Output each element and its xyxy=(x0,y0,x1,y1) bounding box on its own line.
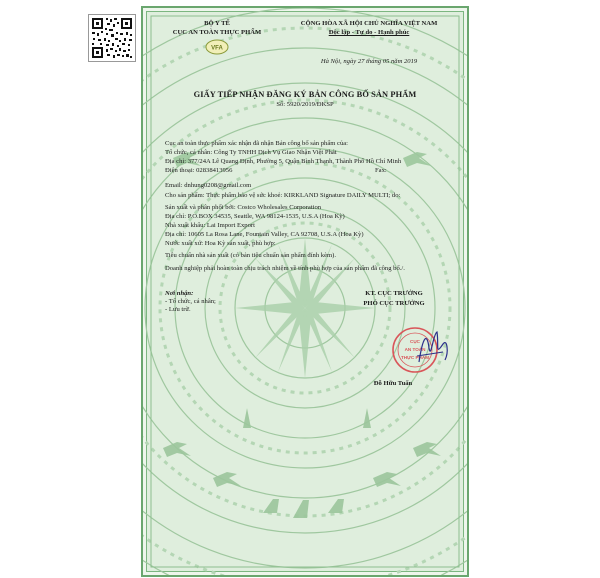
stamp-text: THỰC PHẨM xyxy=(400,355,430,360)
exporter-line: Nhà xuất khẩu: Lai Import Export xyxy=(165,222,255,229)
recipients-label: Nơi nhận: xyxy=(165,290,194,297)
organization-line: Tổ chức, cá nhân: Công Ty TNHH Dịch Vụ Giao Nhận Việt Phát xyxy=(165,149,337,156)
exporter-address: Địa chỉ: 10605 La Rosa Lane, Fountain Valley, CA 92708, U.S.A (Hoa Kỳ) xyxy=(165,231,364,238)
fax-line: Fax: xyxy=(375,167,387,174)
organization-address: Địa chỉ: 377/24A Lê Quang Định, Phường 5, Quận Bình Thạnh, Thành Phố Hồ Chí Minh xyxy=(165,158,402,165)
phone-line: Điện thoại: 02838413956 xyxy=(165,167,233,174)
email-line: Email: dnhung0208@gmail.com xyxy=(165,182,252,189)
recipient-item: - Tổ chức, cá nhân; xyxy=(165,298,216,305)
ministry-name: BỘ Y TẾ xyxy=(204,20,230,27)
national-motto: Độc lập - Tự do - Hạnh phúc xyxy=(328,29,410,36)
product-line: Cho sản phẩm: Thực phẩm bảo vệ sức khoẻ: KIRKLAND Signature DAILY MULTI; do: xyxy=(165,192,401,199)
responsibility-line: Doanh nghiệp phải hoàn toàn chịu trách nhiệm về tính phù hợp của sản phẩm đã công bố./. xyxy=(165,265,405,272)
agency-name: CỤC AN TOÀN THỰC PHẨM xyxy=(172,29,262,36)
signer-name: Đỗ Hữu Tuấn xyxy=(373,380,413,387)
stamp-text: CỤC xyxy=(410,339,420,344)
signature-title-1: KT. CỤC TRƯỞNG xyxy=(365,290,423,297)
manufacturer-address: Địa chỉ: P.O.BOX 34535, Seattle, WA 98124-1535, U.S.A (Hoa Kỳ) xyxy=(165,213,345,220)
vfa-emblem-icon xyxy=(205,39,229,60)
place-and-date: Hà Nội, ngày 27 tháng 05 năm 2019 xyxy=(320,58,418,65)
origin-line: Nước xuất xứ: Hoa Kỳ sản xuất, phù hợp: xyxy=(165,240,276,247)
manufacturer-line: Sản xuất và phân phối bởi: Costco Wholesales Corporation xyxy=(165,204,322,211)
qr-code-icon xyxy=(88,14,136,62)
republic-name: CỘNG HÒA XÃ HỘI CHỦ NGHĨA VIỆT NAM xyxy=(300,20,438,27)
signature-icon xyxy=(413,326,453,375)
standard-line: Tiêu chuẩn nhà sản xuất (có bản tiêu chuẩn sản phẩm đính kèm). xyxy=(165,252,336,259)
document-number: Số: 5920/2019/ĐKSP xyxy=(276,101,334,108)
stamp-text: AN TOÀN xyxy=(404,347,426,352)
recipient-item: - Lưu trữ. xyxy=(165,306,191,313)
vfa-logo-text: VFA xyxy=(211,45,223,52)
signature-title-2: PHÓ CỤC TRƯỞNG xyxy=(363,300,425,307)
intro-text: Cục an toàn thực phẩm xác nhận đã nhận Bản công bố sản phẩm của: xyxy=(165,140,349,147)
document-title: GIẤY TIẾP NHẬN ĐĂNG KÝ BẢN CÔNG BỐ SẢN PHẨM xyxy=(193,90,417,99)
certificate-document xyxy=(141,6,469,577)
